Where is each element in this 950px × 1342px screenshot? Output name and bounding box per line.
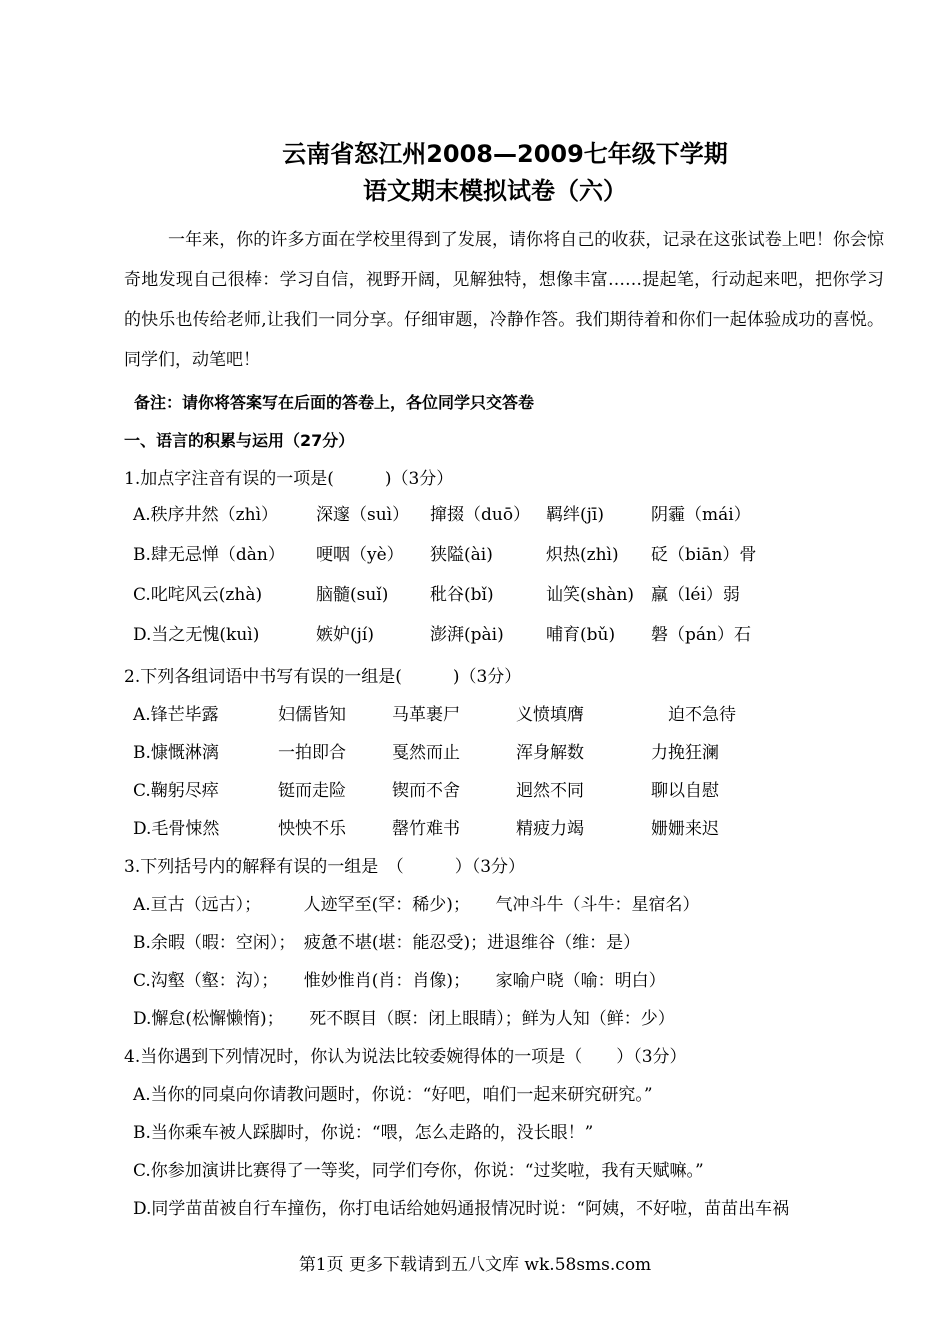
question-1: 1.加点字注音有误的一项是( )（3分）: [124, 469, 454, 489]
q2-option: 锲而不舍: [392, 781, 460, 801]
q1-option: B.肆无忌惮（dàn）: [133, 545, 285, 565]
q3-option: C.沟壑（壑：沟）； 惟妙惟肖(肖：肖像)； 家喻户晓（喻：明白）: [133, 971, 666, 991]
q4-option: C.你参加演讲比赛得了一等奖，同学们夸你，你说：“过奖啦，我有天赋嘛。”: [133, 1161, 704, 1181]
intro-paragraph: [124, 220, 884, 380]
q2-option: B.慷慨淋漓: [133, 743, 219, 763]
q2-option: A.锋芒毕露: [133, 705, 219, 725]
q2-option: 义愤填膺: [516, 705, 584, 725]
q1-option: 炽热(zhì): [546, 545, 619, 565]
q1-option: 脑髓(suǐ): [316, 585, 389, 605]
q1-option: 哽咽（yè）: [316, 545, 404, 565]
q1-option: 撺掇（duō）: [430, 505, 531, 525]
q2-option: 一拍即合: [278, 743, 346, 763]
q2-option: 铤而走险: [278, 781, 346, 801]
q2-option: 怏怏不乐: [278, 819, 346, 839]
q2-option: C.鞠躬尽瘁: [133, 781, 219, 801]
q2-option: 马革裹尸: [392, 705, 460, 725]
q1-option: 秕谷(bǐ): [430, 585, 494, 605]
q1-option: A.秩序井然（zhì）: [133, 505, 279, 525]
q2-option: 浑身解数: [516, 743, 584, 763]
q1-option: 砭（biān）骨: [651, 545, 757, 565]
title-line-2: 语文期末模拟试卷（六）: [363, 177, 627, 205]
q2-option: 精疲力竭: [516, 819, 584, 839]
q2-option: 聊以自慰: [651, 781, 719, 801]
q4-option: B.当你乘车被人踩脚时，你说：“喂，怎么走路的，没长眼！”: [133, 1123, 594, 1143]
question-3: 3.下列括号内的解释有误的一组是 （ ）（3分）: [124, 857, 526, 877]
question-2: 2.下列各组词语中书写有误的一组是( )（3分）: [124, 667, 522, 687]
q2-option: 姗姗来迟: [651, 819, 719, 839]
q1-option: 阴霾（mái）: [651, 505, 751, 525]
intro-text: 一年来，你的许多方面在学校里得到了发展，请你将自己的收获，记录在这张试卷上吧！你会惊奇地发现自己很棒：学习自信，视野开阔，见解独特，想像丰富……提起笔，行动起来吧，把你学习的快乐也传给老师,让我们一同分享。仔细审题，冷静作答。我们期待着和你们一起体验成功的喜悦。同学们，动笔吧！: [124, 230, 884, 370]
q2-option: 力挽狂澜: [651, 743, 719, 763]
q1-option: C.叱咤风云(zhà): [133, 585, 263, 605]
q4-option: A.当你的同桌向你请教问题时，你说：“好吧，咱们一起来研究研究。”: [133, 1085, 653, 1105]
q1-option: 深邃（suì）: [316, 505, 410, 525]
q2-option: 罄竹难书: [392, 819, 460, 839]
q1-option: 狭隘(ài): [430, 545, 493, 565]
q2-option: 妇儒皆知: [278, 705, 346, 725]
q2-option: 迫不急待: [668, 705, 736, 725]
section-heading-1: 一、语言的积累与运用（27分）: [124, 431, 355, 450]
q1-option: D.当之无愧(kuì): [133, 625, 260, 645]
q1-option: 羸（léi）弱: [651, 585, 740, 605]
q1-option: 澎湃(pài): [430, 625, 504, 645]
q1-option: 哺育(bǔ): [546, 625, 616, 645]
q3-option: B.余暇（暇：空闲）； 疲惫不堪(堪：能忍受)；进退维谷（维：是）: [133, 933, 641, 953]
question-4: 4.当你遇到下列情况时，你认为说法比较委婉得体的一项是（ ）（3分）: [124, 1047, 687, 1067]
q1-option: 讪笑(shàn): [546, 585, 635, 605]
q3-option: A.亘古（远古）； 人迹罕至(罕：稀少)； 气冲斗牛（斗牛：星宿名）: [133, 895, 700, 915]
q2-option: D.毛骨悚然: [133, 819, 220, 839]
page-footer: 第1页 更多下载请到五八文库 wk.58sms.com: [298, 1255, 652, 1275]
q2-option: 迥然不同: [516, 781, 584, 801]
note: 备注：请你将答案写在后面的答卷上，各位同学只交答卷: [134, 393, 535, 412]
q1-option: 嫉妒(jí): [316, 625, 374, 645]
q1-option: 羁绊(jī): [546, 505, 604, 525]
q2-option: 戛然而止: [392, 743, 460, 763]
q4-option: D.同学苗苗被自行车撞伤，你打电话给她妈通报情况时说：“阿姨，不好啦，苗苗出车祸: [133, 1199, 790, 1219]
q3-option: D.懈怠(松懈懒惰)； 死不瞑目（瞑：闭上眼睛）；鲜为人知（鲜：少）: [133, 1009, 675, 1029]
title-line-1: 云南省怒江州2008—2009七年级下学期: [282, 140, 728, 168]
q1-option: 磐（pán）石: [651, 625, 751, 645]
